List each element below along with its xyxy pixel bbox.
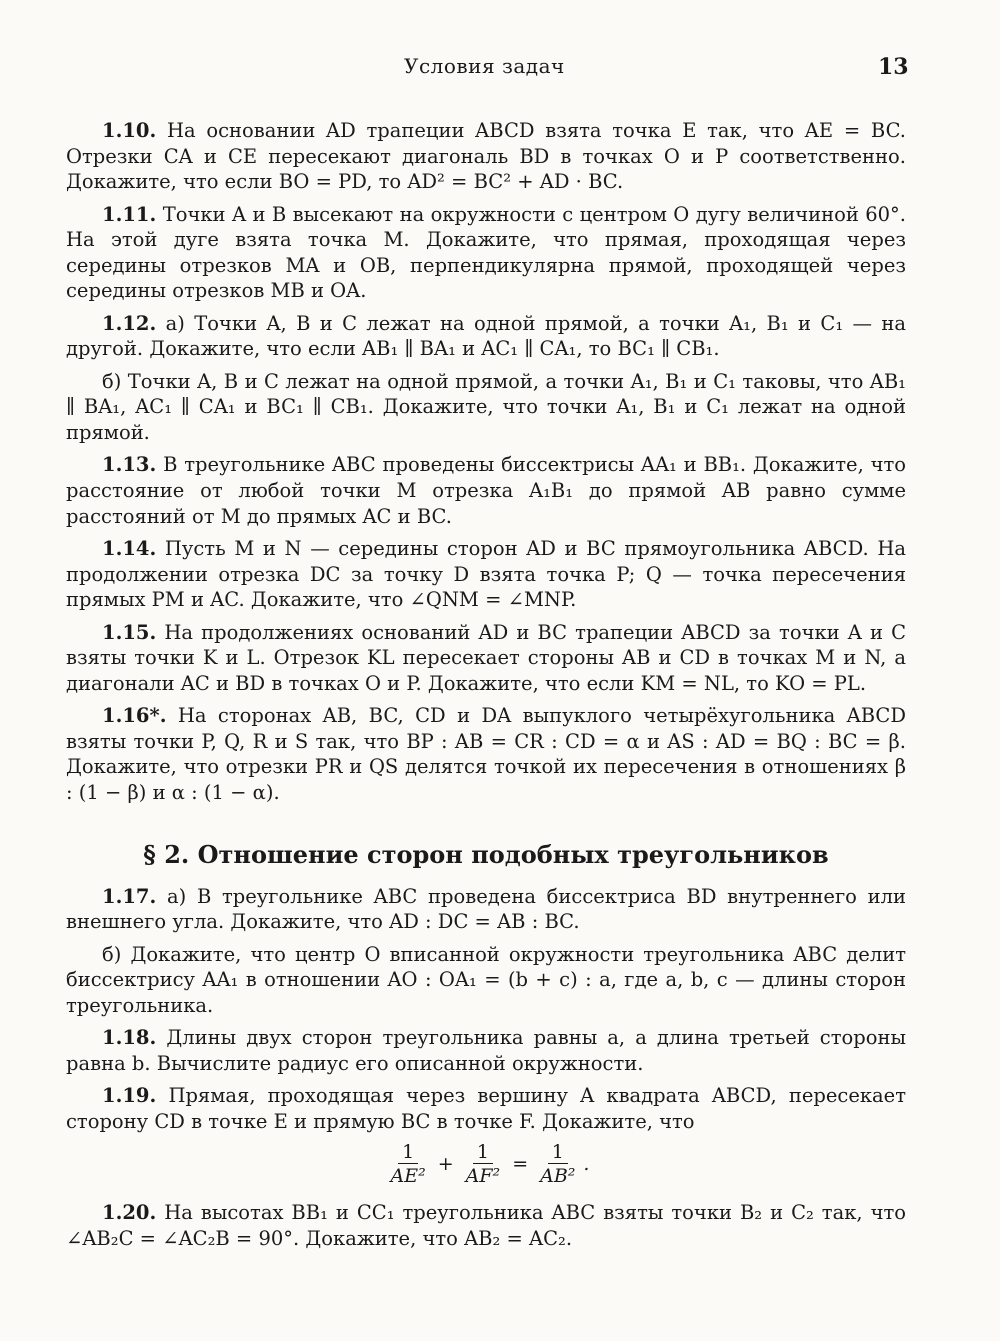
fraction-3 — [536, 1141, 579, 1188]
problem-paragraph — [66, 452, 906, 529]
problem-number: 1.11. — [102, 202, 157, 226]
fraction-denominator: AB² — [540, 1165, 576, 1188]
problem-paragraph — [66, 1200, 906, 1251]
problems-section-3 — [66, 1200, 906, 1251]
problem-paragraph — [66, 1025, 906, 1076]
problem-paragraph — [66, 620, 906, 697]
problem-text: В треугольнике ABC проведены биссектрисы AA₁ и BB₁. Докажите, что расстояние от любой точки M отрезка A₁B₁ до прямой AB равно сумме расстояний от M до прямых AC и BC. — [66, 453, 906, 528]
problem-number: 1.19. — [102, 1084, 157, 1108]
problem-paragraph — [66, 311, 906, 362]
problem-paragraph — [66, 202, 906, 304]
problem-number: 1.13. — [102, 453, 157, 477]
fraction-denominator: AF² — [465, 1165, 501, 1188]
problems-section-2 — [66, 884, 906, 1135]
problem-paragraph — [66, 884, 906, 935]
formula — [66, 1141, 906, 1188]
problem-text: На сторонах AB, BC, CD и DA выпуклого четырёхугольника ABCD взяты точки P, Q, R и S так, что BP : AB = CR : CD = α и AS : AD = BQ : BC = β. Докажите, что отрезки PR и QS делятся точкой их пересечения в отношениях β : (1 − β) и α : (1 − α). — [66, 704, 906, 804]
problem-paragraph — [66, 369, 906, 446]
problem-text: Пусть M и N — середины сторон AD и BC прямоугольника ABCD. На продолжении отрезка DC за точку D взята точка P; Q — точка пересечения прямых PM и AC. Докажите, что ∠QNM = ∠MNP. — [66, 536, 906, 612]
problem-number: 1.16*. — [102, 704, 167, 728]
problem-paragraph — [66, 118, 906, 195]
problem-text: б) Точки A, B и C лежат на одной прямой, а точки A₁, B₁ и C₁ таковы, что AB₁ ∥ BA₁, AC₁ ∥ CA₁ и BC₁ ∥ CB₁. Докажите, что точки A₁, B₁ и C₁ лежат на одной прямой. — [66, 369, 906, 444]
equals-sign: = — [512, 1152, 529, 1175]
problem-text: Точки A и B высекают на окружности с центром O дугу величиной 60°. На этой дуге взята точка M. Докажите, что прямая, проходящая через середины отрезков MA и OB, перпендикулярна прямой, проходящей через середины отрезков MB и OA. — [66, 202, 906, 303]
problem-number: 1.20. — [102, 1201, 157, 1225]
fraction-denominator: AE² — [390, 1165, 426, 1188]
problem-text: Длины двух сторон треугольника равны a, а длина третьей стороны равна b. Вычислите радиус его описанной окружности. — [66, 1026, 906, 1075]
running-title: Условия задач — [404, 54, 565, 78]
problem-text: На высотах BB₁ и CC₁ треугольника ABC взяты точки B₂ и C₂ так, что ∠AB₂C = ∠AC₂B = 90°. Докажите, что AB₂ = AC₂. — [66, 1201, 906, 1250]
problem-number: 1.15. — [102, 620, 157, 644]
formula-period: . — [583, 1152, 590, 1175]
section-heading: § 2. Отношение сторон подобных треугольников — [143, 839, 829, 869]
problem-paragraph — [66, 942, 906, 1019]
problem-text: На продолжениях оснований AD и BC трапеции ABCD за точки A и C взяты точки K и L. Отрезок KL пересекает стороны AB и CD в точках M и N, а диагонали AC и BD в точках O и P. Докажите, что если KM = NL, то KO = PL. — [66, 620, 906, 695]
fraction-numerator: 1 — [398, 1141, 418, 1164]
problem-paragraph — [66, 536, 906, 613]
plus-sign: + — [437, 1152, 454, 1175]
problems-section-1 — [66, 118, 906, 806]
problem-number: 1.10. — [102, 119, 157, 142]
problem-text: На основании AD трапеции ABCD взята точка E так, что AE = BC. Отрезки CA и CE пересекают диагональ BD в точках O и P соответственно. Докажите, что если BO = PD, то AD² = BC² + AD · BC. — [66, 119, 906, 194]
running-header — [0, 54, 1000, 84]
problem-text: б) Докажите, что центр O вписанной окружности треугольника ABC делит биссектрису AA₁ в отношении AO : OA₁ = (b + c) : a, где a, b, c — длины сторон треугольника. — [66, 942, 906, 1017]
fraction-numerator: 1 — [473, 1141, 493, 1164]
problem-paragraph — [66, 703, 906, 805]
fraction-1 — [387, 1141, 430, 1188]
problem-paragraph — [66, 1083, 906, 1134]
problem-number: 1.12. — [102, 311, 157, 335]
problem-text: а) В треугольнике ABC проведена биссектриса BD внутреннего или внешнего угла. Докажите, что AD : DC = AB : BC. — [66, 884, 906, 934]
problem-number: 1.17. — [102, 884, 157, 908]
fraction-numerator: 1 — [548, 1141, 568, 1164]
problem-text: Прямая, проходящая через вершину A квадрата ABCD, пересекает сторону CD в точке E и прямую BC в точке F. Докажите, что — [66, 1084, 906, 1133]
fraction-2 — [462, 1141, 505, 1188]
page-content — [66, 118, 906, 1258]
problem-number: 1.14. — [102, 536, 157, 560]
problem-text: а) Точки A, B и C лежат на одной прямой, а точки A₁, B₁ и C₁ — на другой. Докажите, что если AB₁ ∥ BA₁ и AC₁ ∥ CA₁, то BC₁ ∥ CB₁. — [66, 311, 906, 361]
problem-number: 1.18. — [102, 1026, 157, 1050]
page-number: 13 — [878, 54, 909, 80]
